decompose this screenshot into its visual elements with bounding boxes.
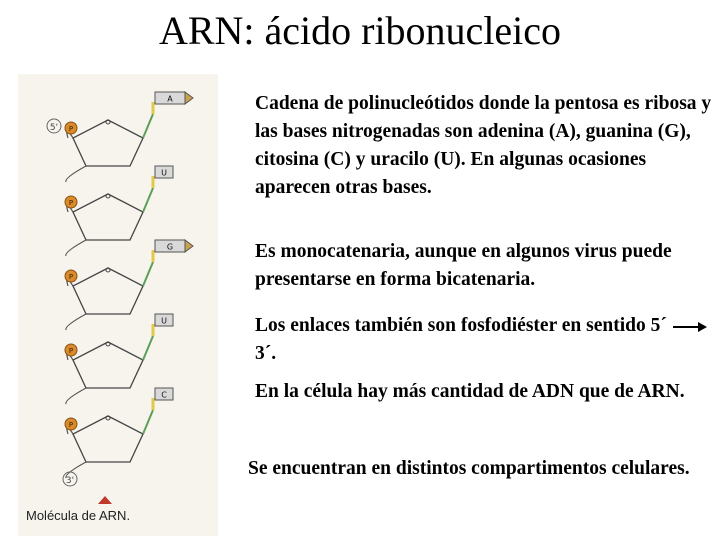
base-letter: U (161, 316, 167, 326)
ribose-ring (73, 194, 143, 240)
figure-caption: Molécula de ARN. (26, 508, 131, 523)
backbone-link (66, 314, 86, 330)
phosphate-label: P (68, 199, 74, 207)
backbone-link (66, 240, 86, 256)
ribose-ring (73, 416, 143, 462)
base-stem (143, 336, 153, 360)
base-tip (185, 92, 193, 104)
base-tip (185, 240, 193, 252)
backbone-link (66, 166, 86, 182)
bonds-text-end: 3´. (255, 343, 277, 364)
phosphate-label: P (68, 421, 74, 429)
ribose-ring (73, 120, 143, 166)
paragraph-composition: Cadena de polinucleótidos donde la pentosa es ribosa y las bases nitrogenadas son adenina (A), guanina (G), citosina (C) y uracilo (U). En algunas ocasiones aparecen otras bases. (255, 93, 712, 198)
caption-marker-icon (98, 496, 112, 504)
paragraph-location: Se encuentran en distintos compartimentos celulares. (248, 458, 690, 479)
strand-5-end-label: 5' (49, 123, 59, 133)
base-letter: U (161, 168, 167, 178)
base-letter: A (167, 94, 173, 104)
rna-molecule-diagram (18, 74, 218, 536)
backbone-link (66, 388, 86, 404)
paragraph-monocatenary: Es monocatenaria, aunque en algunos virus puede presentarse en forma bicatenaria. (255, 241, 672, 290)
paragraph-quantity: En la célula hay más cantidad de ADN que de ARN. (255, 381, 685, 402)
base-stem (143, 410, 153, 434)
phosphate-label: P (68, 347, 74, 355)
direction-arrow-icon (672, 320, 708, 334)
ribose-ring (73, 342, 143, 388)
phosphate-label: P (68, 125, 74, 133)
strand-3-end-label: 3' (65, 476, 75, 486)
base-letter: C (161, 390, 167, 400)
base-stem (143, 188, 153, 212)
base-letter: G (166, 242, 174, 252)
rna-molecule-figure (18, 74, 218, 536)
ribose-ring (73, 268, 143, 314)
bonds-text-start: Los enlaces también son fosfodiéster en sentido 5´ (255, 315, 667, 336)
phosphate-label: P (68, 273, 74, 281)
page-title: ARN: ácido ribonucleico (158, 8, 562, 53)
base-stem (143, 114, 153, 138)
base-stem (143, 262, 153, 286)
paragraph-bonds (255, 312, 713, 368)
